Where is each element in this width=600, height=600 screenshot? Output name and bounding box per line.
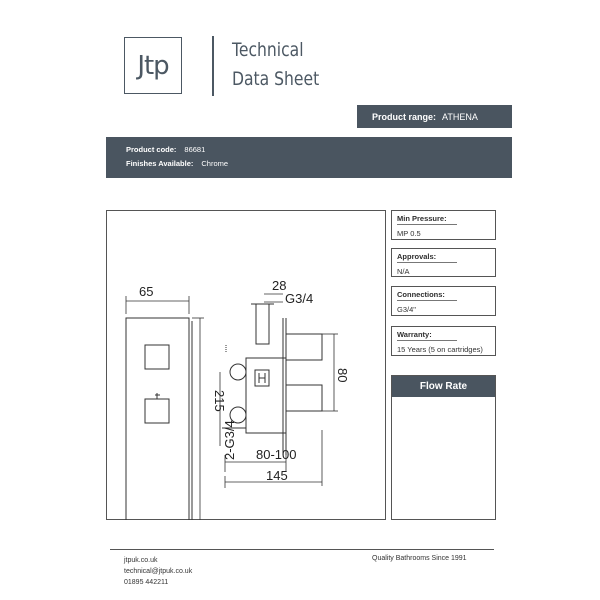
footer-tagline: Quality Bathrooms Since 1991 xyxy=(372,555,467,562)
dim-side-height: 80 xyxy=(335,368,350,383)
top-outlet xyxy=(256,304,269,344)
jtp-logo xyxy=(124,37,182,94)
handle-lower xyxy=(286,385,322,411)
product-range-bar xyxy=(357,105,512,128)
dim-depth-total: 145 xyxy=(266,468,288,483)
spec-min-pressure xyxy=(391,210,496,240)
title-line-1: Technical xyxy=(232,39,304,61)
spec-approvals xyxy=(391,248,496,277)
handle-upper xyxy=(286,334,322,360)
finishes-row xyxy=(126,157,512,171)
spec-value: 15 Years (5 on cartridges) xyxy=(397,345,483,354)
spec-connections xyxy=(391,286,496,316)
product-code-row xyxy=(126,143,512,157)
footer-website[interactable]: jtpuk.co.uk xyxy=(124,557,158,564)
technical-drawing-panel xyxy=(106,210,386,520)
logo-text: Jtp xyxy=(137,50,169,81)
footer-divider xyxy=(110,549,494,550)
spec-label: Connections: xyxy=(392,287,495,301)
dim-side-thread: 2-G3/4 xyxy=(222,420,237,460)
dim-front-width: 65 xyxy=(139,284,154,299)
spec-value: MP 0.5 xyxy=(397,229,421,238)
page-title xyxy=(232,36,319,94)
dim-top-thread: G3/4 xyxy=(285,291,314,306)
spec-warranty xyxy=(391,326,496,356)
product-code-value: 86681 xyxy=(184,145,206,154)
footer-contact xyxy=(124,555,192,588)
header-divider xyxy=(212,36,214,96)
product-code-label: Product code: xyxy=(126,145,177,154)
finishes-value: Chrome xyxy=(201,159,229,168)
technical-drawing xyxy=(106,210,386,520)
dim-depth-range: 80-100 xyxy=(256,447,297,462)
footer-phone: 01895 442211 xyxy=(124,579,169,586)
dim-front-height: 215 xyxy=(212,390,227,412)
side-inlet-top xyxy=(230,364,246,380)
spec-label: Warranty: xyxy=(392,327,495,341)
lower-control xyxy=(145,399,169,423)
product-info-bar xyxy=(106,137,512,178)
product-range-value: ATHENA xyxy=(442,111,478,122)
flow-rate-panel xyxy=(391,375,496,520)
footer-email[interactable]: technical@jtpuk.co.uk xyxy=(124,568,193,575)
dim-top-offset: 28 xyxy=(272,278,287,293)
front-plate xyxy=(126,318,189,520)
flow-rate-title: Flow Rate xyxy=(392,376,495,397)
spec-value: N/A xyxy=(397,267,410,276)
product-range-label: Product range: xyxy=(372,111,437,122)
title-line-2: Data Sheet xyxy=(232,68,320,90)
spec-label: Approvals: xyxy=(392,249,495,263)
spec-label: Min Pressure: xyxy=(392,211,495,225)
spec-value: G3/4" xyxy=(397,305,416,314)
finishes-label: Finishes Available: xyxy=(126,159,194,168)
upper-control xyxy=(145,345,169,369)
valve-body xyxy=(246,358,286,433)
